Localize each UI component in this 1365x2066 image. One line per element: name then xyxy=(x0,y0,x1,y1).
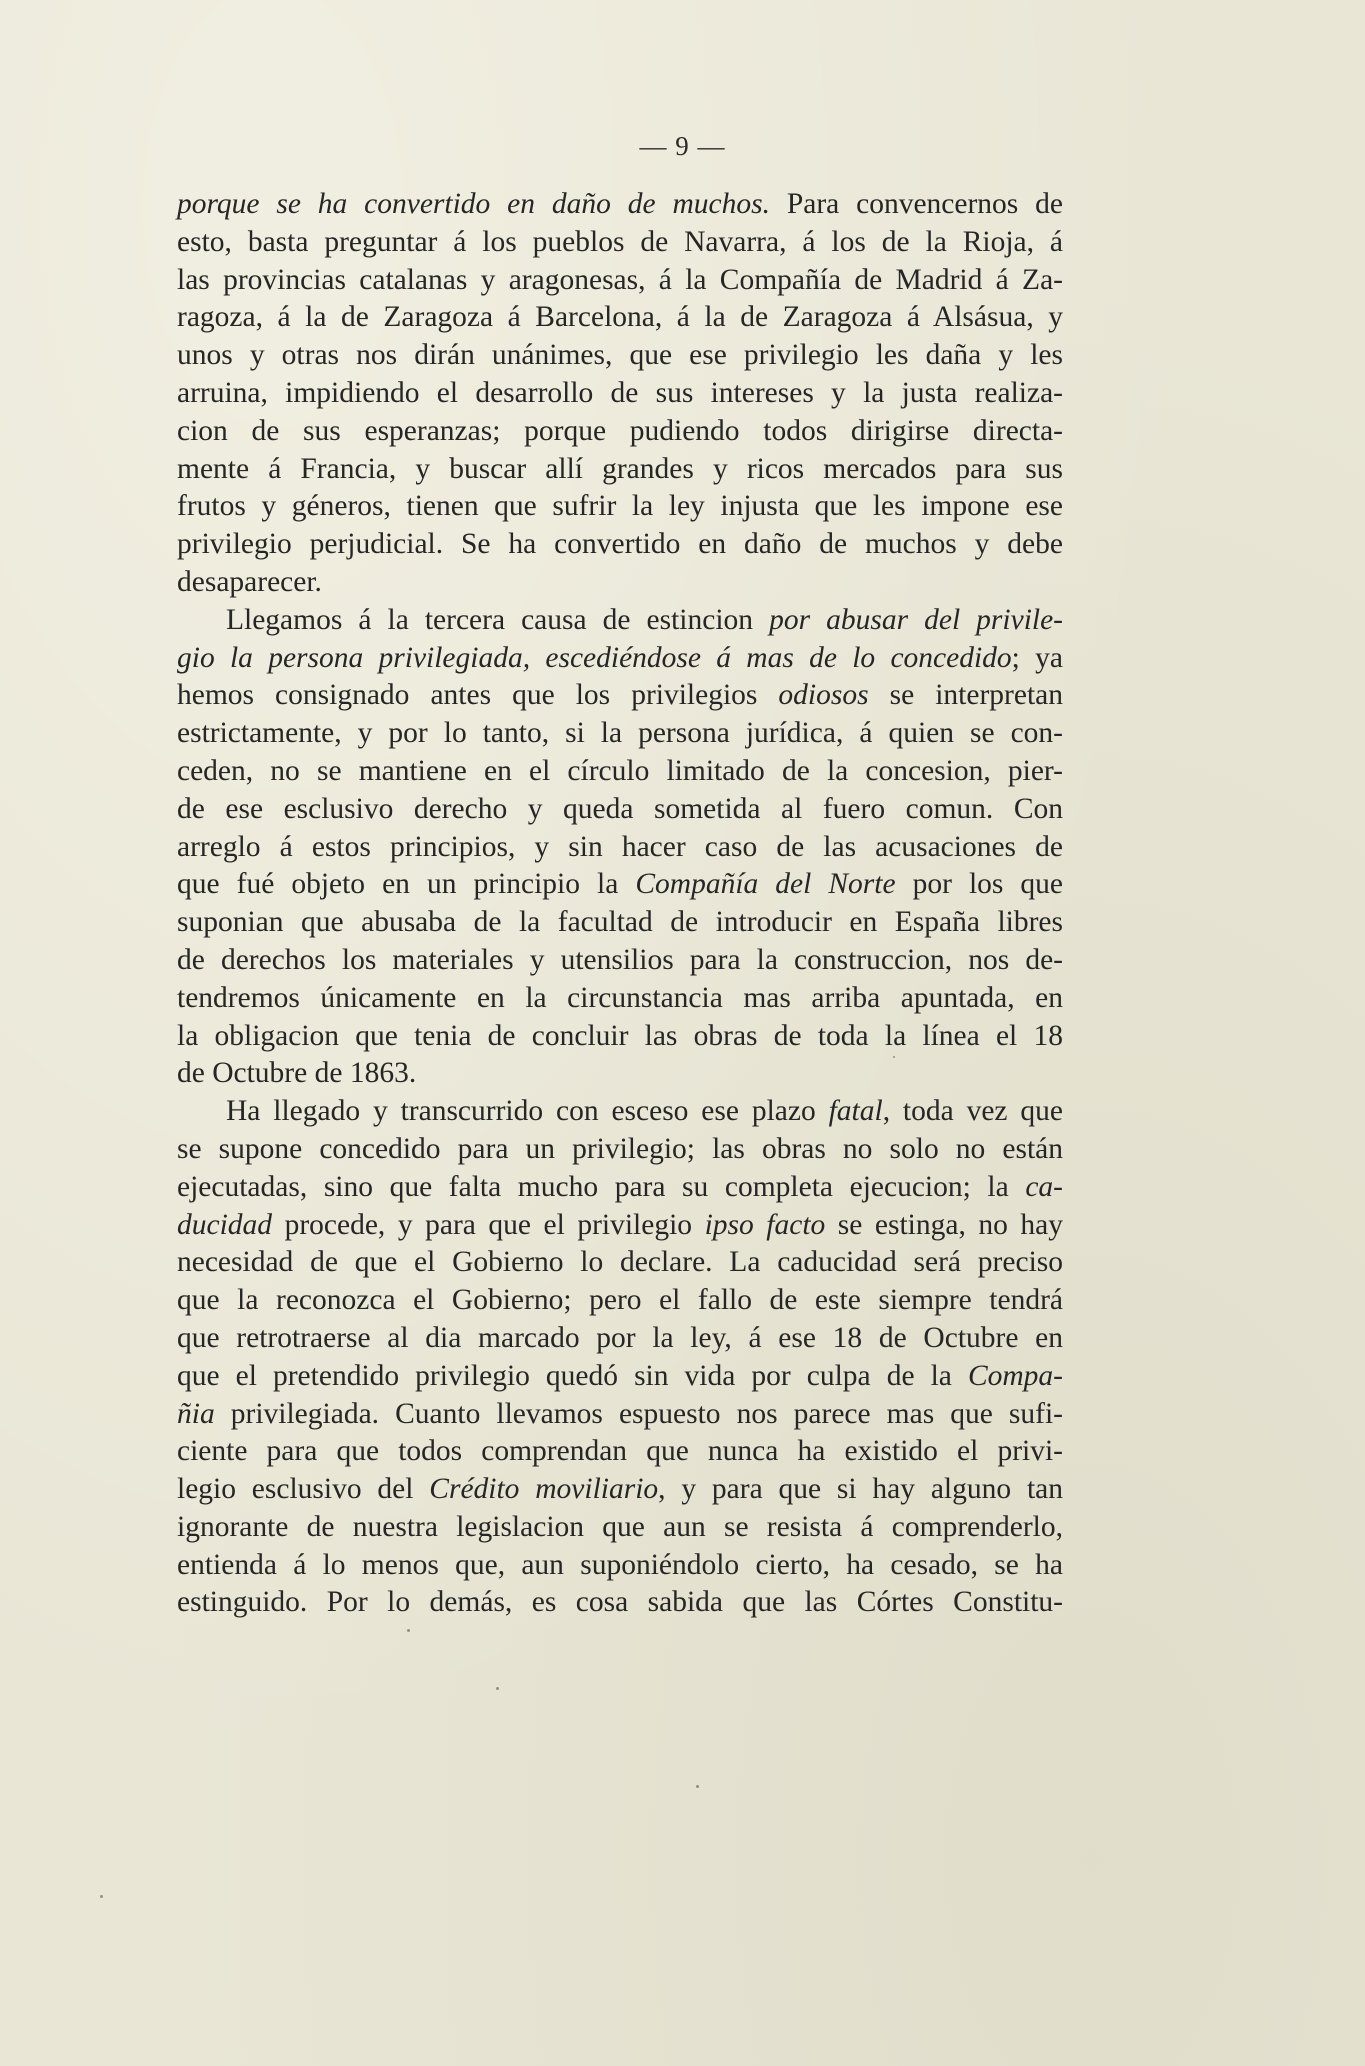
text-line xyxy=(177,224,1063,262)
italic-text: ipso facto xyxy=(704,1208,826,1241)
italic-text: ñia xyxy=(177,1397,215,1430)
text-line xyxy=(177,602,1063,640)
text-line xyxy=(177,942,1063,980)
text-line xyxy=(177,1169,1063,1207)
text-run: hemos consignado antes que los privilegios xyxy=(177,679,779,712)
text-run: ceden, no se mantiene en el círculo limitado de la concesion, pier- xyxy=(177,754,1063,787)
text-run: por los que xyxy=(895,868,1064,901)
page-number: — 9 — xyxy=(639,131,726,161)
text-line xyxy=(177,413,1063,451)
text-run: frutos y géneros, tienen que sufrir la ley injusta que les impone ese xyxy=(177,490,1063,523)
text-line xyxy=(177,677,1063,715)
text-line xyxy=(177,526,1063,564)
text-run: tendremos únicamente en la circunstancia mas arriba apuntada, en xyxy=(177,981,1063,1014)
text-line xyxy=(177,1396,1063,1434)
text-run: arruina, impidiendo el desarrollo de sus intereses y la justa realiza- xyxy=(177,376,1063,409)
body-text xyxy=(177,186,1063,1622)
text-run: de ese esclusivo derecho y queda sometida al fuero comun. Con xyxy=(177,792,1063,825)
text-run: las provincias catalanas y aragonesas, á la Compañía de Madrid á Za- xyxy=(177,263,1063,296)
text-line xyxy=(177,904,1063,942)
text-run: ; ya xyxy=(1011,641,1063,674)
italic-text: Compa- xyxy=(967,1359,1063,1392)
text-run: que fué objeto en un principio la xyxy=(177,868,636,901)
text-run: Ha llegado y transcurrido con esceso ese plazo xyxy=(226,1095,829,1128)
text-run: privilegiada. Cuanto llevamos espuesto nos parece mas que sufi- xyxy=(214,1397,1063,1430)
text-run: unos y otras nos dirán unánimes, que ese privilegio les daña y les xyxy=(177,339,1063,372)
text-line xyxy=(177,1131,1063,1169)
text-run: se estinga, no hay xyxy=(825,1208,1063,1241)
text-line xyxy=(177,299,1063,337)
text-line xyxy=(177,1093,1063,1131)
paper-speck xyxy=(696,1785,699,1788)
text-run: legio esclusivo del xyxy=(177,1473,430,1506)
italic-text: porque se ha convertido en daño de muchos. xyxy=(177,188,770,220)
text-line xyxy=(177,375,1063,413)
paper-speck xyxy=(893,1056,895,1058)
text-run: estinguido. Por lo demás, es cosa sabida que las Córtes Constitu- xyxy=(177,1586,1063,1619)
text-line xyxy=(177,1244,1063,1282)
text-line xyxy=(177,1055,1063,1093)
text-line xyxy=(177,715,1063,753)
italic-text: gio la persona privilegiada, escediéndose á mas de lo concedido xyxy=(177,641,1012,674)
text-run: estrictamente, y por lo tanto, si la persona jurídica, á quien se con- xyxy=(177,717,1063,750)
text-run: de derechos los materiales y utensilios para la construccion, nos de- xyxy=(177,943,1063,976)
text-run: arreglo á estos principios, y sin hacer caso de las acusaciones de xyxy=(177,830,1063,863)
text-line xyxy=(177,1018,1063,1056)
text-run: la obligacion que tenia de concluir las obras de toda la línea el 18 xyxy=(177,1019,1063,1052)
text-run: de Octubre de 1863. xyxy=(177,1057,417,1090)
text-line xyxy=(177,980,1063,1018)
text-run: mente á Francia, y buscar allí grandes y ricos mercados para sus xyxy=(177,452,1063,485)
text-line xyxy=(177,451,1063,489)
text-line xyxy=(177,1320,1063,1358)
italic-text: Crédito moviliario xyxy=(429,1473,659,1506)
text-run: se interpretan xyxy=(868,679,1064,712)
text-line xyxy=(177,1471,1063,1509)
text-line xyxy=(177,1433,1063,1471)
italic-text: por abusar del privile- xyxy=(769,603,1064,636)
text-run: desaparecer. xyxy=(177,565,322,598)
text-run: que retrotraerse al dia marcado por la ley, á ese 18 de Octubre en xyxy=(177,1321,1063,1354)
text-run: , y para que si hay alguno tan xyxy=(658,1473,1063,1506)
text-run: privilegio perjudicial. Se ha convertido en daño de muchos y debe xyxy=(177,528,1063,561)
text-line xyxy=(177,1358,1063,1396)
paper-speck xyxy=(100,1895,103,1898)
text-run: entienda á lo menos que, aun suponiéndolo cierto, ha cesado, se ha xyxy=(177,1548,1063,1581)
text-run: ejecutadas, sino que falta mucho para su completa ejecucion; la xyxy=(177,1170,1026,1203)
italic-text: ducidad xyxy=(177,1208,273,1241)
text-line xyxy=(177,866,1063,904)
text-line xyxy=(177,262,1063,300)
paper-speck xyxy=(407,1629,410,1632)
text-line xyxy=(177,564,1063,602)
italic-text: ca- xyxy=(1025,1170,1063,1203)
text-line xyxy=(177,337,1063,375)
text-run: que la reconozca el Gobierno; pero el fallo de este siempre tendrá xyxy=(177,1284,1063,1317)
text-line xyxy=(177,640,1063,678)
italic-text: Compañía del Norte xyxy=(635,868,896,901)
text-run: cion de sus esperanzas; porque pudiendo todos dirigirse directa- xyxy=(177,414,1063,447)
text-line xyxy=(177,186,1063,224)
text-run: ciente para que todos comprendan que nunca ha existido el privi- xyxy=(177,1435,1063,1468)
text-run: Llegamos á la tercera causa de estincion xyxy=(226,603,770,636)
text-run: esto, basta preguntar á los pueblos de Navarra, á los de la Rioja, á xyxy=(177,225,1063,258)
text-line xyxy=(177,791,1063,829)
text-line xyxy=(177,829,1063,867)
text-line xyxy=(177,1282,1063,1320)
text-run: ignorante de nuestra legislacion que aun se resista á comprenderlo, xyxy=(177,1510,1063,1543)
italic-text: odiosos xyxy=(778,679,869,712)
text-run: , toda vez que xyxy=(882,1095,1063,1128)
text-run: necesidad de que el Gobierno lo declare. La caducidad será preciso xyxy=(177,1246,1063,1279)
text-line xyxy=(177,1509,1063,1547)
text-line xyxy=(177,488,1063,526)
paper-speck xyxy=(496,1687,499,1690)
text-run: Para convencernos de xyxy=(769,188,1063,220)
text-run: ragoza, á la de Zaragoza á Barcelona, á la de Zaragoza á Alsásua, y xyxy=(177,301,1063,334)
italic-text: fatal xyxy=(828,1095,883,1128)
text-line xyxy=(177,1584,1063,1622)
text-line xyxy=(177,1207,1063,1245)
text-line xyxy=(177,753,1063,791)
text-run: suponian que abusaba de la facultad de introducir en España libres xyxy=(177,906,1063,939)
text-run: que el pretendido privilegio quedó sin vida por culpa de la xyxy=(177,1359,968,1392)
text-run: procede, y para que el privilegio xyxy=(272,1208,705,1241)
text-run: se supone concedido para un privilegio; las obras no solo no están xyxy=(177,1132,1063,1165)
text-line xyxy=(177,1547,1063,1585)
